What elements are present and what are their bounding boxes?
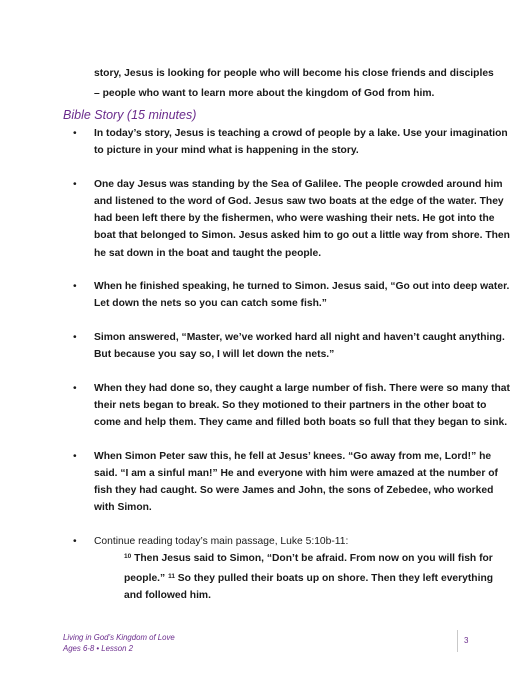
verse-text: So they pulled their boats up on shore. Then they left everything and followed him. bbox=[124, 572, 494, 601]
bullet-text: When they had done so, they caught a large number of fish. There were so many that their nets began to break. So they motioned to their partners in the other boat to come and help them. They came and filled both boats so full that they began to sink. bbox=[94, 382, 510, 429]
bullet-marker: • bbox=[73, 281, 77, 293]
page-footer bbox=[63, 632, 175, 654]
bullet-item bbox=[73, 125, 513, 159]
footer-title: Living in God’s Kingdom of Love bbox=[63, 633, 175, 642]
bullet-marker: • bbox=[73, 128, 77, 139]
bullet-item bbox=[73, 329, 513, 363]
verse-number: 10 bbox=[124, 553, 132, 560]
scripture-quote bbox=[124, 548, 509, 605]
bullet-marker: • bbox=[73, 450, 77, 462]
intro-line-1: story, Jesus is looking for people who will become his close friends and disciples bbox=[94, 68, 494, 79]
bullet-marker: • bbox=[73, 178, 77, 190]
page-number: 3 bbox=[464, 636, 469, 645]
bullet-marker: • bbox=[73, 536, 77, 547]
bullet-marker: • bbox=[73, 332, 77, 343]
section-heading: Bible Story (15 minutes) bbox=[63, 108, 197, 122]
bullet-text: One day Jesus was standing by the Sea of Galilee. The people crowded around him and listened to the word of God. Jesus saw two boats at the edge of the water. They had been left there by the fishermen, who were washing their nets. He got into the boat that belonged to Simon. Jesus asked him to go out a little way from shore. Then he sat down in the boat and taught the people. bbox=[94, 178, 510, 259]
bullet-item bbox=[73, 176, 513, 262]
bullet-text: When Simon Peter saw this, he fell at Jesus’ knees. “Go away from me, Lord!” he said. “I am a sinful man!” He and everyone with him were amazed at the number of fish they had caught. So were James and John, the sons of Zebedee, who worked with Simon. bbox=[94, 450, 498, 514]
bullet-text: Simon answered, “Master, we’ve worked hard all night and haven’t caught anything. But because you say so, I will let down the nets.” bbox=[94, 332, 505, 361]
bullet-text: In today’s story, Jesus is teaching a crowd of people by a lake. Use your imagination to picture in your mind what is happening in the story. bbox=[94, 128, 508, 157]
verse-text: Then Jesus said to Simon, “Don’t be afraid. From now on you will fish for people.” bbox=[124, 553, 493, 584]
story-bullet-list bbox=[73, 125, 513, 567]
bullet-text: When he finished speaking, he turned to Simon. Jesus said, “Go out into deep water. Let down the nets so you can catch some fish.” bbox=[94, 281, 510, 310]
intro-line-2: – people who want to learn more about the kingdom of God from him. bbox=[94, 88, 435, 99]
footer-divider bbox=[457, 630, 458, 652]
bullet-item bbox=[73, 448, 513, 517]
bullet-item bbox=[73, 278, 513, 312]
footer-subtitle: Ages 6-8 • Lesson 2 bbox=[63, 644, 133, 653]
bullet-text: Continue reading today’s main passage, Luke 5:10b-11: bbox=[94, 536, 349, 547]
bullet-marker: • bbox=[73, 382, 77, 394]
intro-paragraph bbox=[94, 64, 504, 104]
bullet-item bbox=[73, 380, 513, 432]
verse-number: 11 bbox=[168, 572, 175, 580]
